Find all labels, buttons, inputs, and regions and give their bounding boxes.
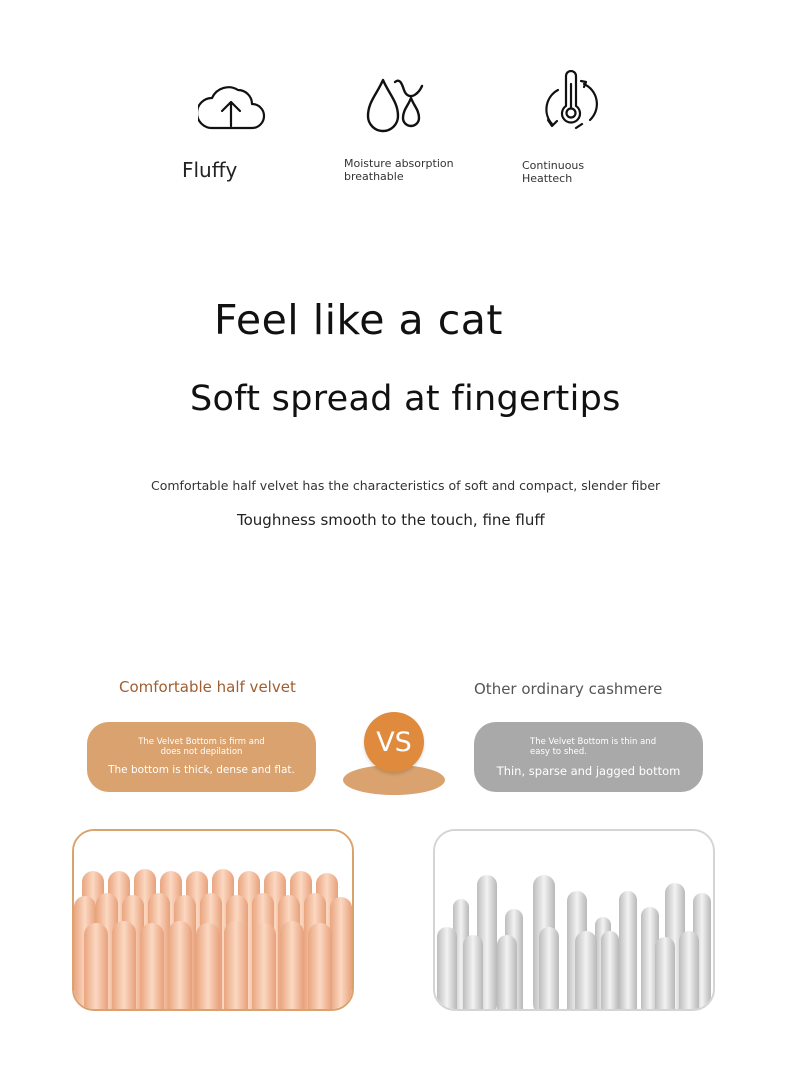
thermometer-cycle-icon [540, 70, 602, 134]
comparison-right-card [474, 722, 703, 792]
comparison-right-line-1: The Velvet Bottom is thin and easy to shed. [530, 737, 657, 757]
ordinary-cashmere-fiber-image [433, 829, 715, 1011]
comparison-right-title: Other ordinary cashmere [474, 680, 663, 698]
half-velvet-fiber-image [72, 829, 354, 1011]
headline-subtitle: Soft spread at fingertips [190, 379, 621, 419]
description-line-1: Comfortable half velvet has the characteristics of soft and compact, slender fiber [151, 478, 661, 493]
headline-title: Feel like a cat [214, 296, 503, 344]
feature-label-heattech: Continuous Heattech [522, 159, 585, 185]
comparison-left-line-1: The Velvet Bottom is firm and does not depilation [138, 737, 265, 757]
comparison-left-line-2: The bottom is thick, dense and flat. [108, 764, 295, 776]
description-line-2: Toughness smooth to the touch, fine fluff [237, 511, 545, 529]
vs-badge: VS [364, 712, 424, 772]
cloud-upload-icon [198, 80, 266, 132]
water-drops-icon [364, 76, 426, 136]
feature-label-fluffy: Fluffy [182, 158, 238, 182]
comparison-left-card [87, 722, 316, 792]
comparison-right-line-2: Thin, sparse and jagged bottom [496, 764, 681, 778]
feature-label-moisture: Moisture absorption breathable [344, 157, 454, 183]
comparison-left-title: Comfortable half velvet [119, 678, 296, 696]
